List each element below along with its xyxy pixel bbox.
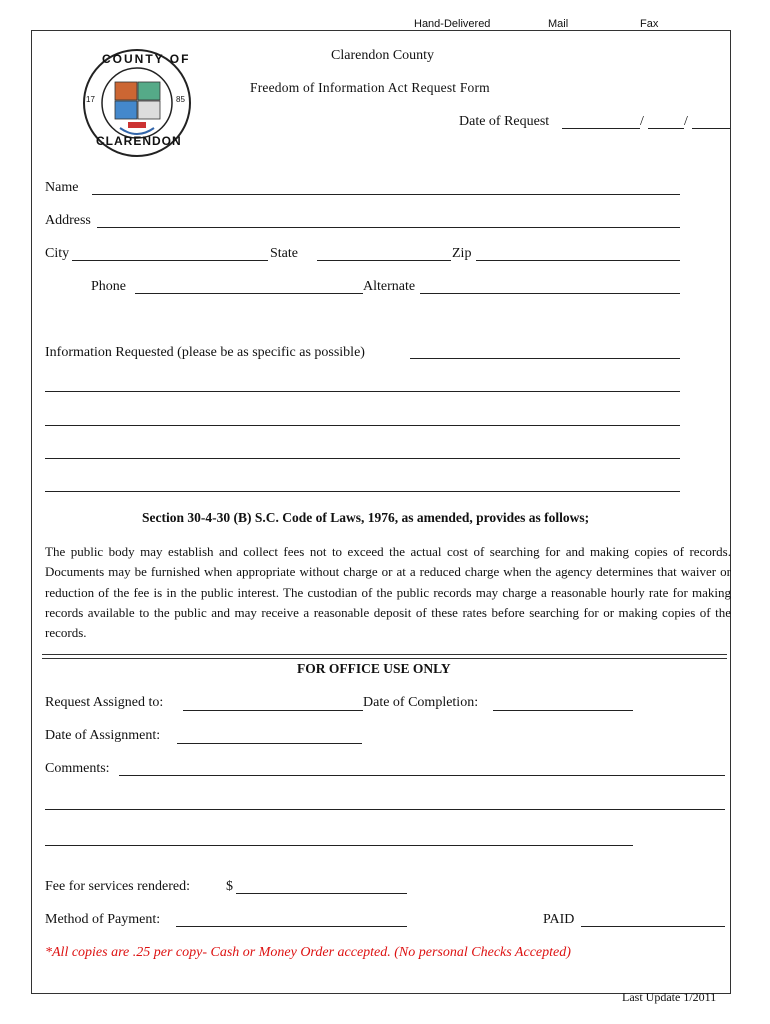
form-title: Freedom of Information Act Request Form [250,80,490,95]
city-label: City [45,246,70,261]
seal-left-number: 17 [86,95,95,104]
payment-notice: *All copies are .25 per copy- Cash or Money Order accepted. (No personal Checks Accepted) [45,945,571,960]
county-seal [82,48,192,158]
information-line-3[interactable] [45,425,680,426]
law-paragraph: The public body may establish and collect fees not to exceed the actual cost of searching for and making copies of records. Documents may be furnished when appropriate without charge or at a reduced charge when the agency determines that waiver or reduction of the fee is in the public interest. The custodian of the public records may charge a reasonable hourly rate for making records available to the public and may receive a reasonable deposit of these rates before searching for or making copies of the records. [45,544,731,641]
fee-currency: $ [226,879,233,894]
office-use-heading: FOR OFFICE USE ONLY [297,661,451,676]
fax-label: Fax [640,18,659,30]
date-of-assignment-label: Date of Assignment: [45,728,161,743]
law-heading: Section 30-4-30 (B) S.C. Code of Laws, 1976, as amended, provides as follows; [142,510,590,525]
seal-bottom-text: CLARENDON [96,134,182,148]
comments-field[interactable] [119,775,725,776]
date-of-request-label: Date of Request [459,114,550,129]
information-requested-field[interactable] [410,358,680,359]
date-of-completion-field[interactable] [493,710,633,711]
paid-field[interactable] [581,926,725,927]
alternate-field[interactable] [420,293,680,294]
office-divider [42,654,727,659]
paid-label: PAID [543,912,575,927]
comments-label: Comments: [45,761,110,776]
date-of-completion-label: Date of Completion: [363,695,479,710]
county-title: Clarendon County [331,48,435,63]
seal-right-number: 85 [176,95,185,104]
method-of-payment-field[interactable] [176,926,407,927]
seal-top-text: COUNTY OF [102,52,191,66]
hand-delivered-label: Hand-Delivered [414,18,491,30]
phone-label: Phone [91,279,126,294]
mail-label: Mail [548,18,569,30]
information-line-5[interactable] [45,491,680,492]
fee-label: Fee for services rendered: [45,879,190,894]
state-label: State [270,246,298,261]
address-label: Address [45,213,91,228]
date-of-request-month[interactable] [562,128,640,129]
information-line-4[interactable] [45,458,680,459]
request-assigned-field[interactable] [183,710,363,711]
comments-line-3[interactable] [45,845,633,846]
address-field[interactable] [97,227,680,228]
alternate-label: Alternate [363,279,416,294]
name-field[interactable] [92,194,680,195]
fee-field[interactable] [236,893,407,894]
date-of-assignment-field[interactable] [177,743,362,744]
comments-line-2[interactable] [45,809,725,810]
date-separator-1: / [640,114,644,129]
request-assigned-label: Request Assigned to: [45,695,164,710]
date-of-request-year[interactable] [692,128,730,129]
city-field[interactable] [72,260,268,261]
zip-field[interactable] [476,260,680,261]
information-line-2[interactable] [45,391,680,392]
method-of-payment-label: Method of Payment: [45,912,161,927]
date-of-request-day[interactable] [648,128,684,129]
last-update: Last Update 1/2011 [622,990,717,1004]
date-separator-2: / [684,114,688,129]
state-field[interactable] [317,260,451,261]
name-label: Name [45,180,79,195]
phone-field[interactable] [135,293,363,294]
zip-label: Zip [452,246,472,261]
information-requested-label: Information Requested (please be as specific as possible) [45,345,365,360]
